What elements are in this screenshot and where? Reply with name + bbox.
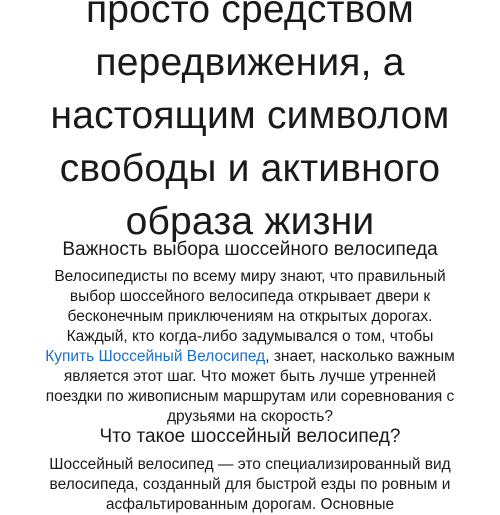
buy-road-bike-link[interactable]: Купить Шоссейный Велосипед — [45, 348, 266, 365]
section-paragraph-what-is: Шоссейный велосипед — это специализированный вид велосипеда, созданный для быстрой езды по ровным и асфальтированным дорогам. Основные — [49, 456, 451, 513]
paragraph-text: , знает, насколько важным является этот шаг. Что может быть лучше утренней поездки по живописным маршрутам или соревнования с друзьями на скорость? — [45, 348, 455, 425]
hero-title-line: передвижения, а — [95, 41, 405, 84]
hero-title-line: свободы и активного — [59, 147, 441, 190]
paragraph-text: Велосипедисты по всему миру знают, что правильный выбор шоссейного велосипеда открывает двери к бесконечным приключениям на открытых дорогах. Каждый, кто когда-либо задумывался о том, чтобы — [54, 268, 446, 345]
section-heading-what-is: Что такое шоссейный велосипед? — [99, 426, 401, 447]
hero-title-line: образа жизни — [125, 200, 375, 243]
section-paragraph-importance — [40, 267, 460, 427]
hero-title — [20, 0, 480, 248]
hero-title-line: настоящим символом — [50, 94, 450, 137]
section-heading-importance: Важность выбора шоссейного велосипеда — [62, 239, 438, 260]
hero-title-line: просто средством — [85, 0, 415, 31]
